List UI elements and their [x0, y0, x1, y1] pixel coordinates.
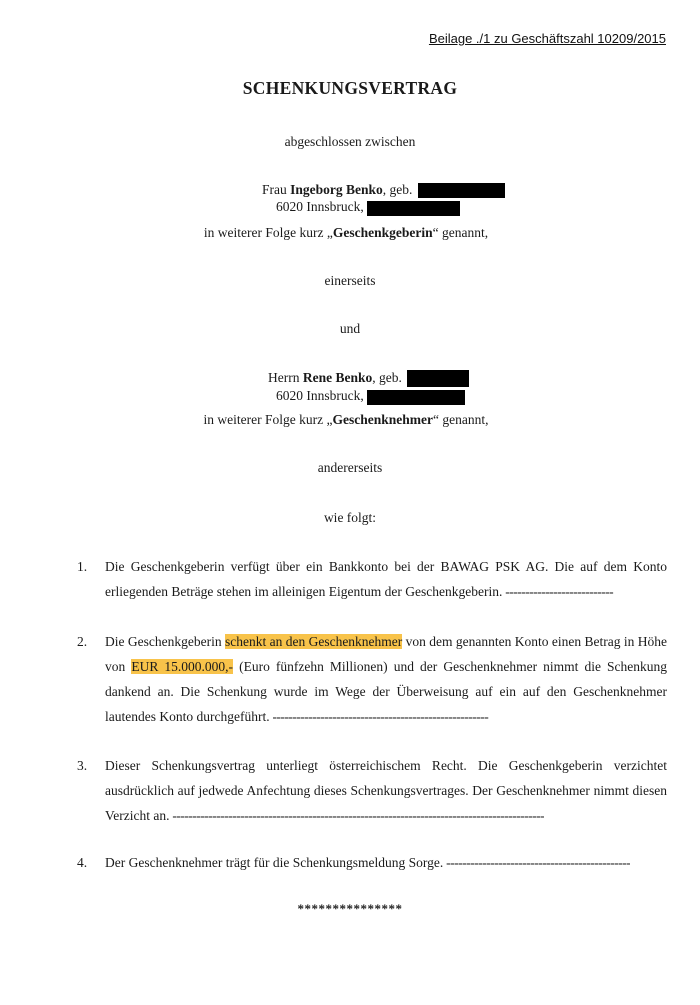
intro-line: abgeschlossen zwischen [284, 134, 416, 149]
einerseits-line: einerseits [324, 273, 376, 288]
donor-address-line [262, 198, 505, 215]
wie-folgt-line: wie folgt: [323, 510, 377, 525]
donor-name-line [262, 181, 505, 198]
clause-number: 2. [77, 634, 88, 649]
donor-role-suffix: “ genannt, [432, 225, 489, 240]
donee-block [268, 369, 469, 405]
clause-dashes: --------------------------------------------------------------------------------------------- [169, 808, 544, 823]
clause-body: Die Geschenkgeberin [105, 634, 225, 649]
clause-number: 1. [77, 559, 88, 574]
donor-role: Geschenkgeberin [332, 225, 433, 240]
clause-body: Dieser Schenkungsvertrag unterliegt österreichischem Recht. Die Geschenkgeberin verzichtet ausdrücklich auf jedwede Anfechtung dieses Schenkungsvertrages. Der Geschenknehmer nimmt diesen Verzicht an. [105, 758, 667, 823]
und-line: und [339, 321, 361, 336]
donee-address: 6020 Innsbruck, [276, 388, 364, 404]
clause-number: 3. [77, 758, 88, 773]
clause-text [105, 629, 667, 729]
document-title: SCHENKUNGSVERTRAG [242, 78, 458, 98]
donee-address-line [268, 387, 469, 404]
clause-4 [77, 850, 667, 875]
donor-born-label: , geb. [382, 182, 413, 197]
donor-prefix: Frau [262, 182, 287, 197]
redaction-bar [407, 370, 469, 387]
clause-dashes: ------------------------------------------------------ [269, 709, 489, 724]
highlighted-amount: EUR 15.000.000,- [131, 659, 234, 674]
donee-role: Geschenknehmer [332, 412, 433, 427]
donee-role-prefix: in weiterer Folge kurz „ [203, 412, 333, 427]
clause-body: Die Geschenkgeberin verfügt über ein Bankkonto bei der BAWAG PSK AG. Die auf dem Konto erliegenden Beträge stehen im alleinigen Eigentum der Geschenkgeberin. [105, 559, 667, 599]
clause-body: Der Geschenknehmer trägt für die Schenkungsmeldung Sorge. [105, 855, 444, 870]
donee-name-line [268, 369, 469, 387]
clause-body: (Euro fünfzehn Millionen) und der Geschenknehmer nimmt die Schenkung dankend an. Die Schenkung wurde im Wege der Überweisung auf ein auf den Geschenknehmer lautendes Konto durchgeführt. [105, 659, 667, 724]
andererseits-line: andererseits [317, 460, 383, 475]
donor-name: Ingeborg Benko [290, 182, 383, 197]
redaction-bar [418, 183, 505, 198]
donor-role-prefix: in weiterer Folge kurz „ [203, 225, 333, 240]
end-marker: *************** [297, 901, 403, 916]
donor-address: 6020 Innsbruck, [276, 199, 364, 215]
donee-role-suffix: “ genannt, [432, 412, 489, 427]
clause-text [105, 753, 667, 828]
clause-2 [77, 629, 667, 729]
redaction-bar [367, 390, 465, 405]
clause-1 [77, 554, 667, 604]
donor-block [262, 181, 505, 216]
clause-dashes: --------------------------- [502, 584, 614, 599]
redaction-bar [367, 201, 460, 216]
clause-text [105, 554, 667, 604]
donee-born-label: , geb. [372, 370, 402, 385]
document-reference: Beilage ./1 zu Geschäftszahl 10209/2015 [428, 31, 666, 46]
clause-3 [77, 753, 667, 828]
clause-number: 4. [77, 855, 88, 870]
clause-text [105, 850, 667, 875]
donee-prefix: Herrn [268, 370, 300, 385]
donor-role-line [0, 225, 696, 241]
clause-dashes: ---------------------------------------------- [443, 855, 630, 870]
donee-role-line [0, 412, 696, 428]
clause-body: von dem genannten Konto einen Betrag in Höhe von [105, 634, 668, 674]
donee-name: Rene Benko [302, 370, 373, 385]
highlighted-text: schenkt an den Geschenknehmer [224, 634, 403, 649]
